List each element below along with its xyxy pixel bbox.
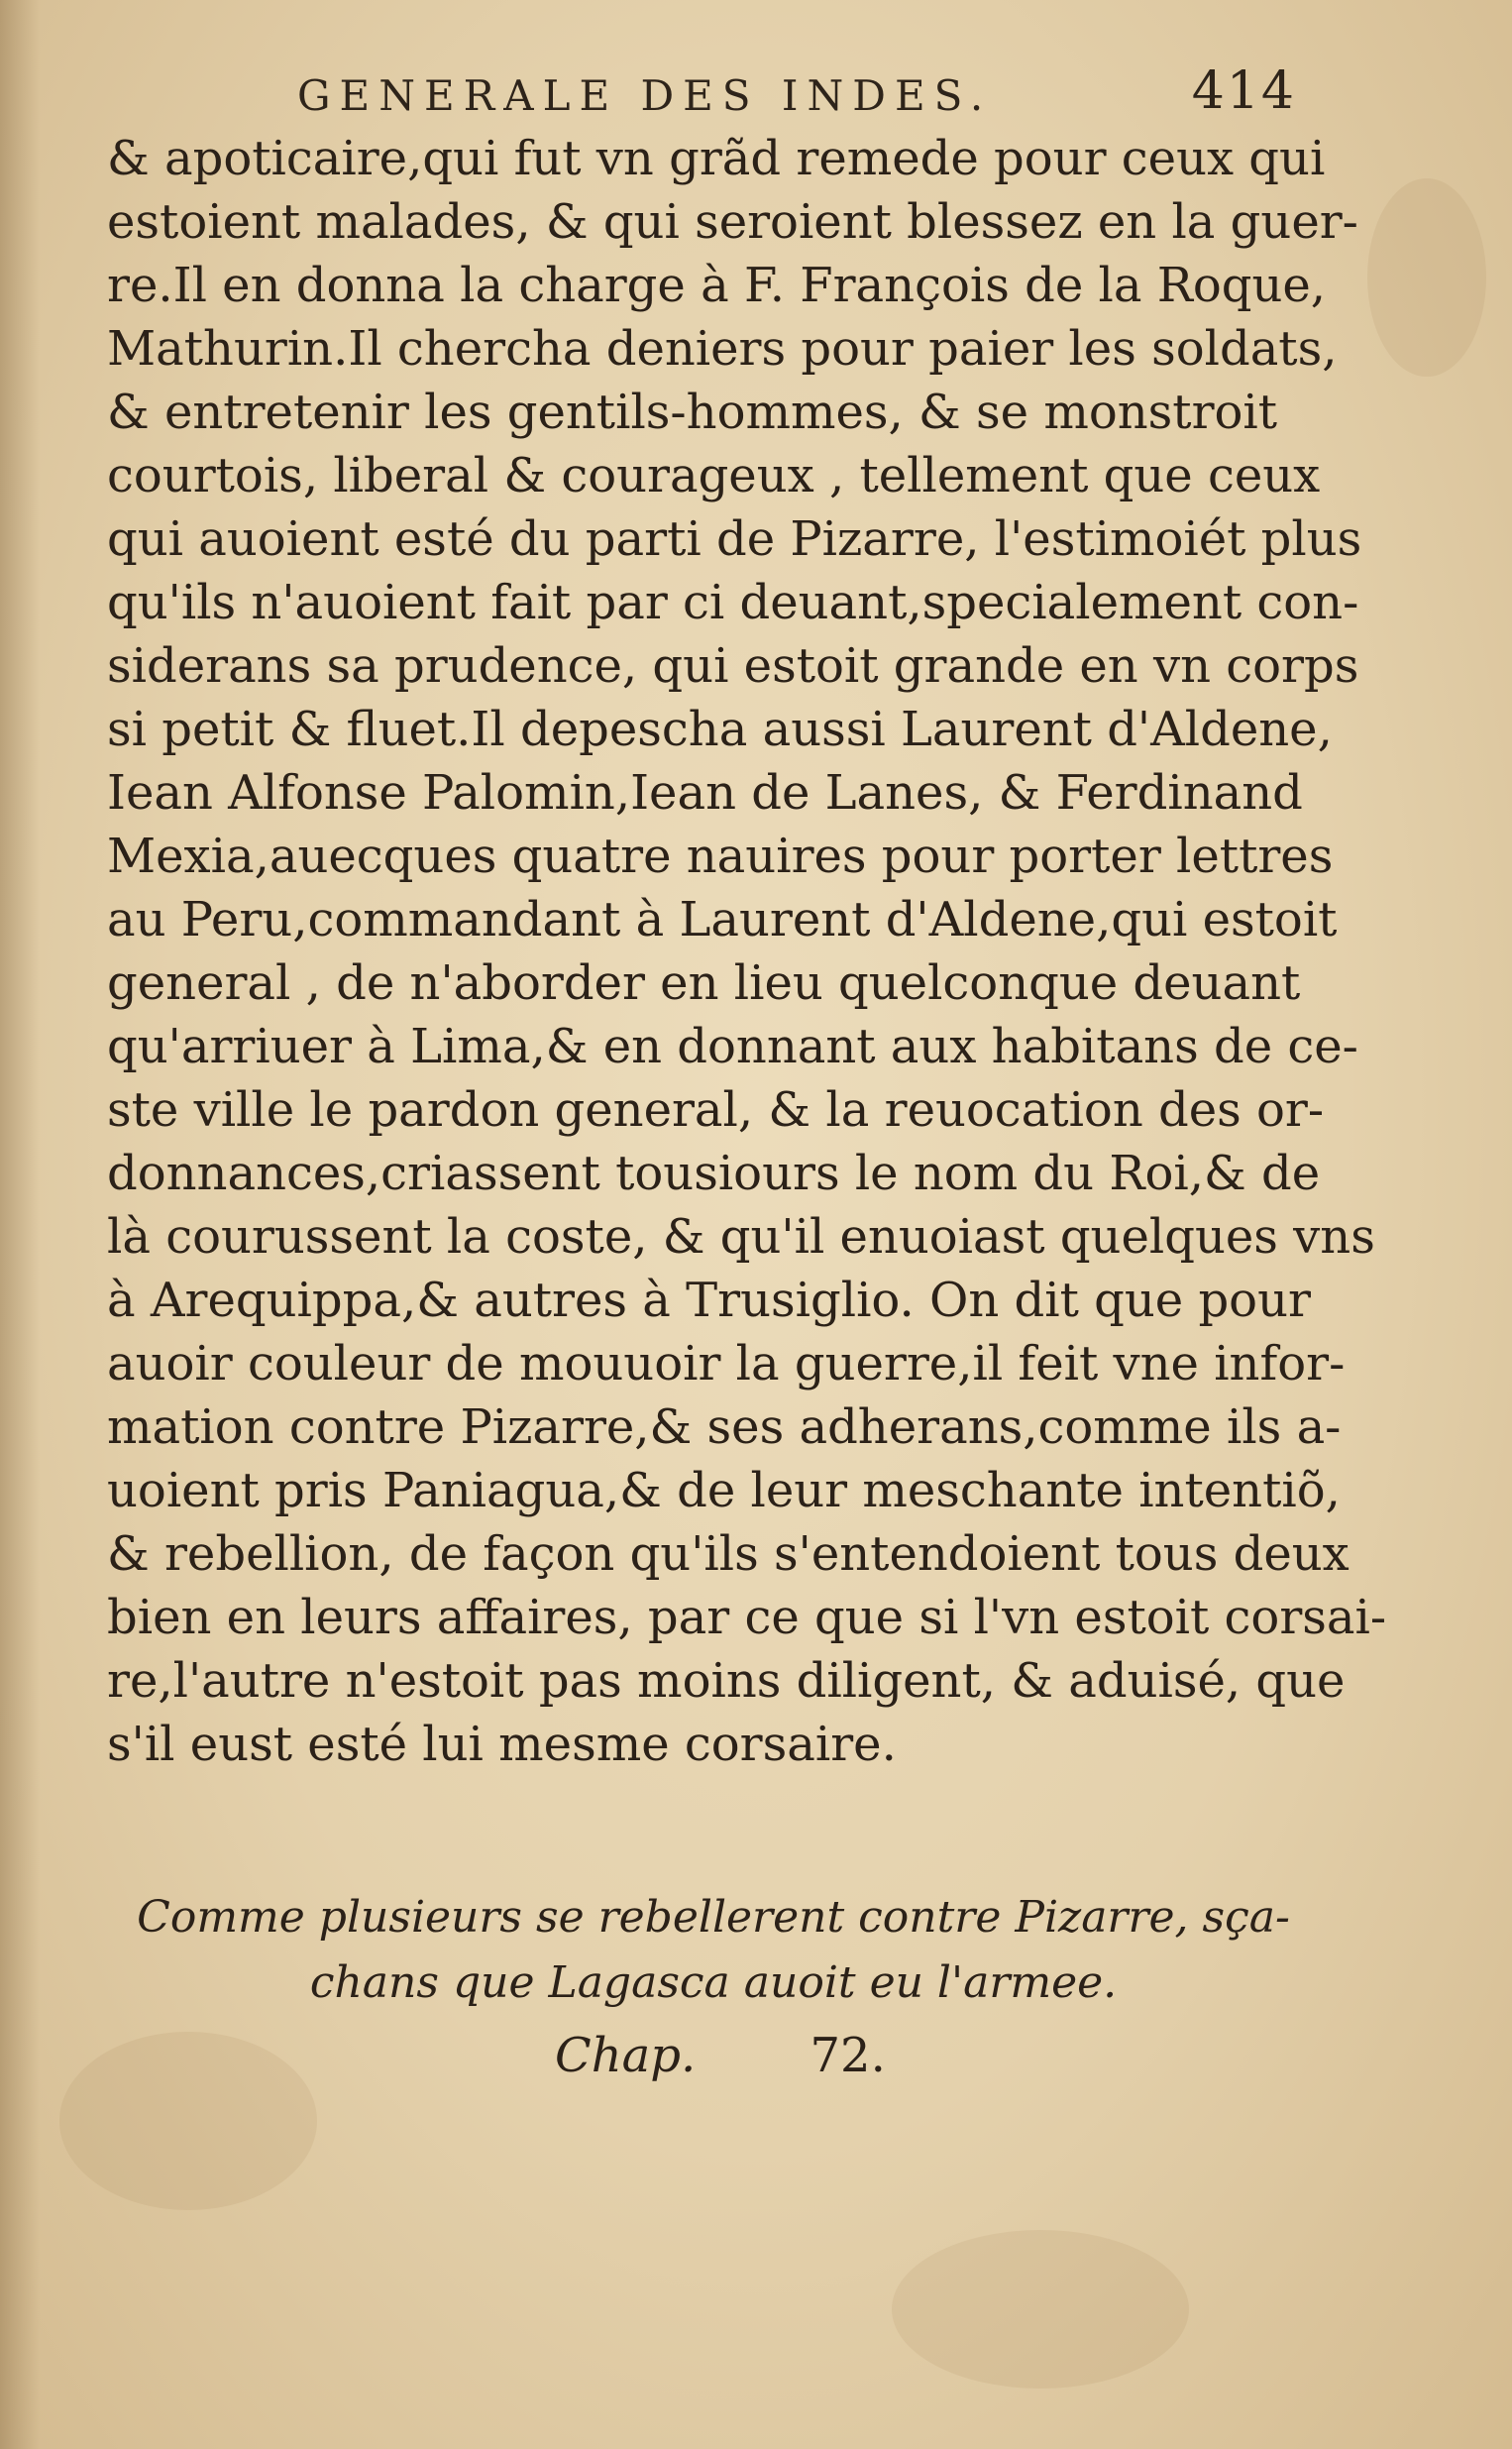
running-head bbox=[297, 61, 1308, 131]
text-line: bien en leurs affaires, par ce que si l'vn estoit corsai- bbox=[107, 1590, 1387, 1645]
text-line: Mexia,auecques quatre nauires pour porter lettres bbox=[107, 829, 1334, 884]
body-text bbox=[107, 127, 1387, 1776]
text-line: estoient malades, & qui seroient blessez en la guer- bbox=[107, 194, 1358, 250]
text-line: là courussent la coste, & qu'il enuoiast quelques vns bbox=[107, 1209, 1375, 1265]
text-line: ste ville le pardon general, & la reuocation des or- bbox=[107, 1082, 1325, 1138]
text-line: re,l'autre n'estoit pas moins diligent, & aduisé, que bbox=[107, 1653, 1346, 1709]
chapter-number: 72. bbox=[810, 2028, 886, 2083]
text-line: mation contre Pizarre,& ses adherans,comme ils a- bbox=[107, 1399, 1342, 1455]
text-line: courtois, liberal & courageux , tellement que ceux bbox=[107, 448, 1321, 503]
text-line: auoir couleur de mouuoir la guerre,il feit vne infor- bbox=[107, 1336, 1346, 1391]
chapter-label: Chap. bbox=[555, 2028, 697, 2083]
text-line: à Arequippa,& autres à Trusiglio. On dit que pour bbox=[107, 1273, 1311, 1328]
text-line: & rebellion, de façon qu'ils s'entendoient tous deux bbox=[107, 1526, 1350, 1582]
paper-stain bbox=[892, 2230, 1189, 2389]
chapter-number-line bbox=[99, 2016, 1328, 2095]
chapter-title-line: Comme plusieurs se rebellerent contre Pizarre, sça- bbox=[137, 1892, 1290, 1943]
text-line: & entretenir les gentils-hommes, & se monstroit bbox=[107, 385, 1278, 440]
text-line: general , de n'aborder en lieu quelconque deuant bbox=[107, 955, 1301, 1011]
text-line: Mathurin.Il chercha deniers pour paier les soldats, bbox=[107, 321, 1338, 377]
text-line: uoient pris Paniagua,& de leur meschante intentiõ, bbox=[107, 1463, 1341, 1518]
running-head-title: GENERALE DES INDES. bbox=[297, 71, 993, 120]
page-number: 414 bbox=[1191, 61, 1296, 121]
text-line: si petit & fluet.Il depescha aussi Laurent d'Aldene, bbox=[107, 702, 1333, 757]
text-line: Iean Alfonse Palomin,Iean de Lanes, & Ferdinand bbox=[107, 765, 1303, 821]
text-line: qu'arriuer à Lima,& en donnant aux habitans de ce- bbox=[107, 1019, 1358, 1074]
text-line: donnances,criassent tousiours le nom du Roi,& de bbox=[107, 1146, 1321, 1201]
text-line: re.Il en donna la charge à F. François de la Roque, bbox=[107, 258, 1327, 313]
text-line: qu'ils n'auoient fait par ci deuant,specialement con- bbox=[107, 575, 1359, 630]
text-line: siderans sa prudence, qui estoit grande en vn corps bbox=[107, 638, 1359, 694]
text-line: & apoticaire,qui fut vn grãd remede pour ceux qui bbox=[107, 131, 1326, 186]
page-gutter-shadow bbox=[0, 0, 40, 2449]
text-line: s'il eust esté lui mesme corsaire. bbox=[107, 1717, 897, 1772]
text-line: qui auoient esté du parti de Pizarre, l'estimoiét plus bbox=[107, 511, 1362, 567]
chapter-title-line: chans que Lagasca auoit eu l'armee. bbox=[309, 1957, 1118, 2008]
paper-stain bbox=[1367, 178, 1486, 377]
chapter-heading bbox=[99, 1885, 1328, 2095]
text-line: au Peru,commandant à Laurent d'Aldene,qui estoit bbox=[107, 892, 1338, 947]
